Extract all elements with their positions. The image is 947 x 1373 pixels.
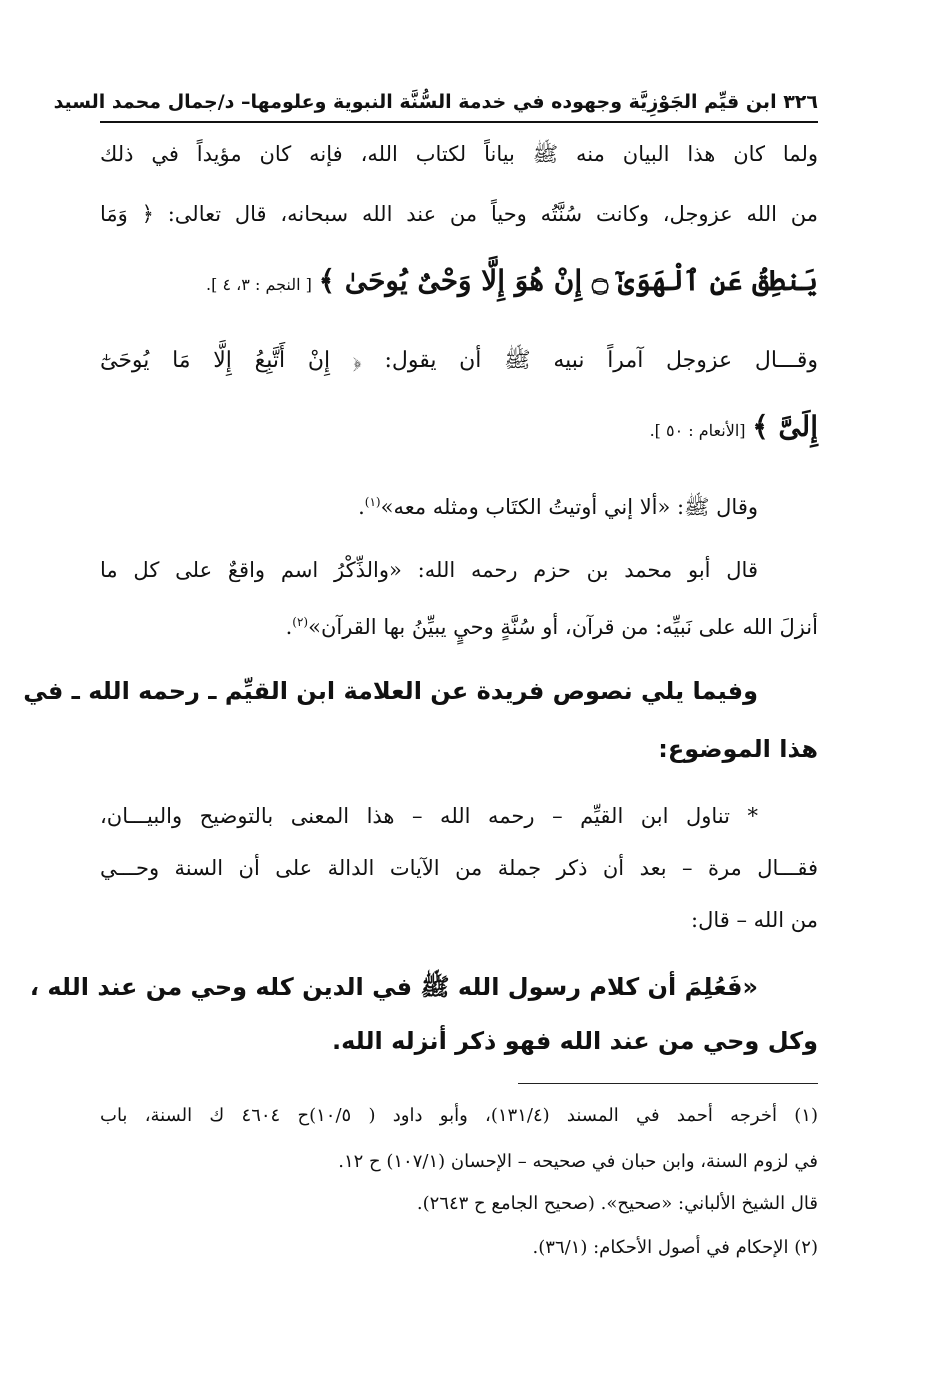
quran-verse: إِلَىَّ ﴾ xyxy=(752,410,818,443)
body-line: ولما كان هذا البيان منه ﷺ بياناً لكتاب الله، فإنه كان مؤيداً في ذلك xyxy=(100,142,818,166)
hadith-line: وقال ﷺ: «ألا إني أوتيتُ الكتَاب ومثله معه»$^{(١)}$. xyxy=(358,495,758,519)
footnote-marker: (٢) xyxy=(292,615,309,629)
verse-reference: [ النجم : ٣، ٤ ]. xyxy=(206,275,312,294)
footnote-line: (٢) الإحكام في أصول الأحكام: (٣٦/١). xyxy=(532,1237,818,1258)
body-line: من الله عزوجل، وكانت سُنَّتُه وحياً من عند الله سبحانه، قال تعالى: ﴿ وَمَا xyxy=(100,202,818,226)
quran-verse-line xyxy=(100,404,818,450)
body-line: * تناول ابن القيِّم – رحمه الله – هذا المعنى بالتوضيح والبيـــان، xyxy=(100,804,758,828)
body-line: قال أبو محمد بن حزم رحمه الله: «والذِّكْرُ اسم واقعٌ على كل ما xyxy=(100,558,758,582)
verse-reference: [الأنعام : ٥٠ ]. xyxy=(649,421,746,440)
body-line: فقـــال مرة – بعد أن ذكر جملة من الآيات الدالة على أن السنة وحـــي xyxy=(100,856,818,880)
footnote-line: قال الشيخ الألباني: «صحيح». (صحيح الجامع ح ٢٦٤٣). xyxy=(416,1193,818,1214)
footnote-line: (١) أخرجه أحمد في المسند (١٣١/٤)، وأبو داود ( ١٠/٥)ح ٤٦٠٤ ك السنة، باب xyxy=(100,1105,818,1126)
quran-verse: يَنطِقُ عَنِ ٱلْهَوَىٰٓ ۝ إِنْ هُوَ إِلَّا وَحْىٌ يُوحَىٰ ﴾ xyxy=(318,264,818,297)
quote-line: وكل وحي من عند الله فهو ذكر أنزله الله. xyxy=(332,1027,818,1055)
footnote-marker: (١) xyxy=(364,495,381,509)
header-rule xyxy=(100,121,818,123)
footnote-rule xyxy=(518,1083,818,1084)
footnote-line: في لزوم السنة، وابن حبان في صحيحه – الإحسان (١٠٧/١) ح ١٢. xyxy=(338,1151,818,1172)
bold-heading-line: هذا الموضوع: xyxy=(658,735,818,763)
quran-verse-line xyxy=(100,258,818,304)
bold-heading-line: وفيما يلي نصوص فريدة عن العلامة ابن القيِّم ـ رحمه الله ـ في xyxy=(23,677,758,705)
body-line-with-verse: وقـــال عزوجل آمراً نبيه ﷺ أن يقول: ﴿ إِنْ أَتَّبِعُ إِلَّا مَا يُوحَىٰٓ xyxy=(100,348,818,373)
hadith-text: وقال ﷺ: «ألا إني أوتيتُ الكتَاب ومثله معه» xyxy=(380,495,758,519)
quote-line: «فَعُلِمَ أن كلام رسول الله ﷺ في الدين كله وحي من عند الله ، xyxy=(29,973,758,1001)
body-line: من الله – قال: xyxy=(691,908,818,932)
running-header: ٣٢٦ ابن قيِّم الجَوْزِيَّة وجهوده في خدمة السُّنَّة النبوية وعلومها– د/جمال محمد السيد xyxy=(53,91,818,113)
body-line: أنزلَ الله على نَبيِّه: من قرآن، أو سُنَّةٍ وحيٍ يبيِّنُ بها القرآن»$^{(٢)}$. xyxy=(285,615,818,639)
